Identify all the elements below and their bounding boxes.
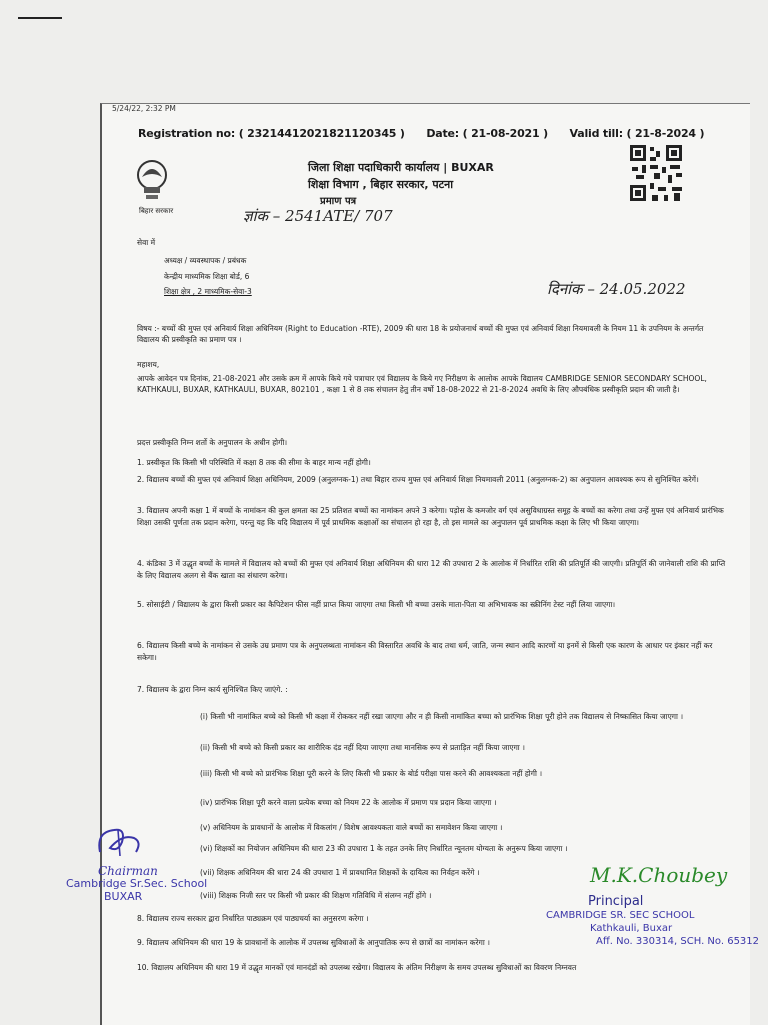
addressee-line-1: अध्यक्ष / व्यवस्थापक / प्रबंधक [164, 256, 247, 265]
condition-10: 10. विद्यालय अधिनियम की धारा 19 में उद्धृत मानकों एवं मानदंडों को उपलब्ध रखेगा। विद्यालय के अंतिम निरीक्षण के समय उपलब्ध सुविधाओं का विवरण निम्नवत [137, 963, 577, 972]
condition-4: 4. कंडिका 3 में उद्धृत बच्चों के मामले में विद्यालय को बच्चों की मुफ्त एवं अनिवार्य शिक्षा अधिनियम की धारा 12 की उपधारा 2 के आलोक में निर्धारित राशि की प्रतिपूर्ति की जाएगी। प्रतिपूर्ति की जानेवाली राशि की प्राप्ति के लिए विद्यालय अलग से बैंक खाता का संधारण करेगा। [137, 559, 726, 580]
registration-number: Registration no: ( 23214412021821120345 ) [138, 127, 405, 140]
principal-label: Principal [588, 894, 644, 909]
office-title: जिला शिक्षा पदाधिकारी कार्यालय | BUXAR [308, 161, 494, 174]
sub-condition-viii: (viii) शिक्षक निजी स्तर पर किसी भी प्रकार की शिक्षण गतिविधि में संलग्न नहीं होंगे । [200, 891, 432, 900]
condition-6: 6. विद्यालय किसी बच्चे के नामांकन से उसके उम्र प्रमाण पत्र के अनुपलब्धता नामांकन की विस्तारित अवधि के बाद तथा धर्म, जाति, जन्म स्थान आदि कारणों या इनमें से किसी एक कारण के आधार पर इंकार नहीं कर सकेगा। [137, 641, 713, 662]
subject-line: विषय :- बच्चों की मुफ्त एवं अनिवार्य शिक्षा अधिनियम (Right to Education -RTE), 2009 की धारा 18 के प्रयोजनार्थ बच्चों की मुफ्त एवं अनिवार्य शिक्षा नियमावली के नियम 11 के उपनियम के अन्तर्गत विद्यालय की प्रस्वीकृति का प्रमाण पत्र । [137, 324, 704, 344]
registration-valid-till: Valid till: ( 21-8-2024 ) [569, 127, 705, 140]
sub-condition-vii: (vii) शिक्षक अधिनियम की धारा 24 की उपधारा 1 में प्रावधानित शिक्षकों के दायित्व का निर्वहन करेंगे । [200, 868, 480, 877]
chairman-school: Cambridge Sr.Sec. School [66, 877, 208, 890]
condition-7: 7. विद्यालय के द्वारा निम्न कार्य सुनिश्चित किए जाएंगे. : [137, 685, 288, 694]
qr-code-icon [628, 143, 684, 203]
condition-1: 1. प्रस्वीकृत कि किसी भी परिस्थिति में कक्षा 8 तक की सीमा के बाहर मान्य नहीं होगी। [137, 458, 371, 467]
sub-condition-vi: (vi) शिक्षकों का नियोजन अधिनियम की धारा 23 की उपधारा 1 के तहत उनके लिए निर्धारित न्यूनतम योग्यता के अनुरूप किया जाएगा । [200, 844, 568, 853]
registration-line [138, 127, 722, 140]
salutation: महाशय, [137, 360, 160, 369]
principal-place: Kathkauli, Buxar [590, 923, 673, 934]
intro-paragraph: आपके आवेदन पत्र दिनांक, 21-08-2021 और उसके क्रम में आपके किये गये पत्राचार एवं विद्यालय के किये गए निरीक्षण के आलोक आपके विद्यालय CAMBRIDGE SENIOR SECONDARY SCHOOL, KATHKAULI, BUXAR, KATHKAULI, BUXAR, 802101 , कक्षा 1 से 8 तक संचालन हेतु तीन वर्षो 18-08-2022 से 21-8-2024 अवधि के लिए औपबंधिक प्रस्वीकृति प्रदान की जाती है। [137, 374, 707, 394]
state-emblem-icon [134, 157, 170, 203]
condition-8: 8. विद्यालय राज्य सरकार द्वारा निर्धारित पाठ्यक्रम एवं पाठ्यचर्या का अनुसरण करेगा । [137, 914, 369, 923]
principal-signature: M.K.Choubey [590, 863, 728, 887]
emblem-caption: बिहार सरकार [139, 207, 174, 215]
sub-condition-v: (v) अधिनियम के प्रावधानों के आलोक में विकलांग / विशेष आवश्यकता वाले बच्चों का समावेशन किया जाएगा । [200, 823, 503, 832]
chairman-signature-icon [92, 822, 152, 862]
document-type: प्रमाण पत्र [320, 196, 357, 207]
registration-date: Date: ( 21-08-2021 ) [426, 127, 548, 140]
handwritten-reference: ज्ञांक – 2541ATE/ 707 [243, 207, 393, 225]
conditions-intro: प्रदत्त प्रस्वीकृति निम्न शर्तो के अनुपालन के अधीन होगी। [137, 438, 288, 447]
handwritten-date: दिनांक – 24.05.2022 [547, 280, 686, 298]
chairman-place: BUXAR [104, 890, 143, 903]
condition-3: 3. विद्यालय अपनी कक्षा 1 में बच्चों के नामांकन की कुल क्षमता का 25 प्रतिशत बच्चों का नामांकन अपने 3 करेगा। पड़ोस के कमजोर वर्ग एवं असुविधाग्रस्त समूह के बच्चों का करेगा तथा उन्हें मुफ्त एवं अनिवार्य प्रारंभिक शिक्षा उसकी पूर्णता तक प्रदान करेगा, परन्तु यह कि यदि विद्यालय में पूर्व प्राथमिक कक्षाओं का संचालन हो रहा है, तो इस मामले का अनुपालन पूर्व प्राथमिक कक्षा के लिए भी किया जाएगा। [137, 506, 724, 527]
addressee-to: सेवा में [137, 238, 156, 247]
department-title: शिक्षा विभाग , बिहार सरकार, पटना [308, 178, 454, 191]
principal-registration: Aff. No. 330314, SCH. No. 65312 [596, 936, 760, 947]
chairman-label: Chairman [98, 864, 158, 878]
sub-condition-iv: (iv) प्रारंभिक शिक्षा पूरी करने वाला प्रत्येक बच्चा को नियम 22 के आलोक में प्रमाण पत्र प्रदान किया जाएगा । [200, 798, 497, 807]
condition-2: 2. विद्यालय बच्चों की मुफ्त एवं अनिवार्य शिक्षा अधिनियम, 2009 (अनुलग्नक-1) तथा बिहार राज्य मुफ्त एवं अनिवार्य शिक्षा नियमावली 2011 (अनुलग्नक-2) का अनुपालन आवश्यक रूप से सुनिश्चित करेगें। [137, 475, 699, 484]
sub-condition-iii: (iii) किसी भी बच्चे को प्रारंभिक शिक्षा पूरी करने के लिए किसी भी प्रकार के बोर्ड परीक्षा पास करने की आवश्यकता नहीं होगी । [200, 769, 543, 778]
print-timestamp: 5/24/22, 2:32 PM [112, 104, 176, 113]
sub-condition-i: (i) किसी भी नामांकित बच्चे को किसी भी कक्षा में रोककर नहीं रखा जाएगा और न ही किसी नामांकित बच्चा को प्रारंभिक शिक्षा पूरी होने तक विद्यालय से निष्कासित किया जाएगा । [200, 712, 684, 721]
condition-5: 5. सोसाईटी / विद्यालय के द्वारा किसी प्रकार का कैपिटेशन फीस नहीं प्राप्त किया जाएगा तथा किसी भी बच्चा उसके माता-पिता या अभिभावक का स्क्रीनिंग टेस्ट नहीं लिया जाएगा। [137, 600, 616, 609]
addressee-line-2: केन्द्रीय माध्यमिक शिक्षा बोर्ड, 6 [164, 272, 250, 281]
sub-condition-ii: (ii) किसी भी बच्चे को किसी प्रकार का शारीरिक दंड नहीं दिया जाएगा तथा मानसिक रूप से प्रताड़ित नहीं किया जाएगा । [200, 743, 525, 752]
addressee-line-3: शिक्षा क्षेत्र , 2 माध्यमिक-सेवा-3 [164, 287, 252, 296]
principal-school: CAMBRIDGE SR. SEC SCHOOL [546, 910, 695, 921]
condition-9: 9. विद्यालय अधिनियम की धारा 19 के प्रावधानों के आलोक में उपलब्ध सुविधाओं के आनुपातिक रूप से छात्रों का नामांकन करेगा । [137, 938, 490, 947]
corner-mark [18, 17, 62, 19]
